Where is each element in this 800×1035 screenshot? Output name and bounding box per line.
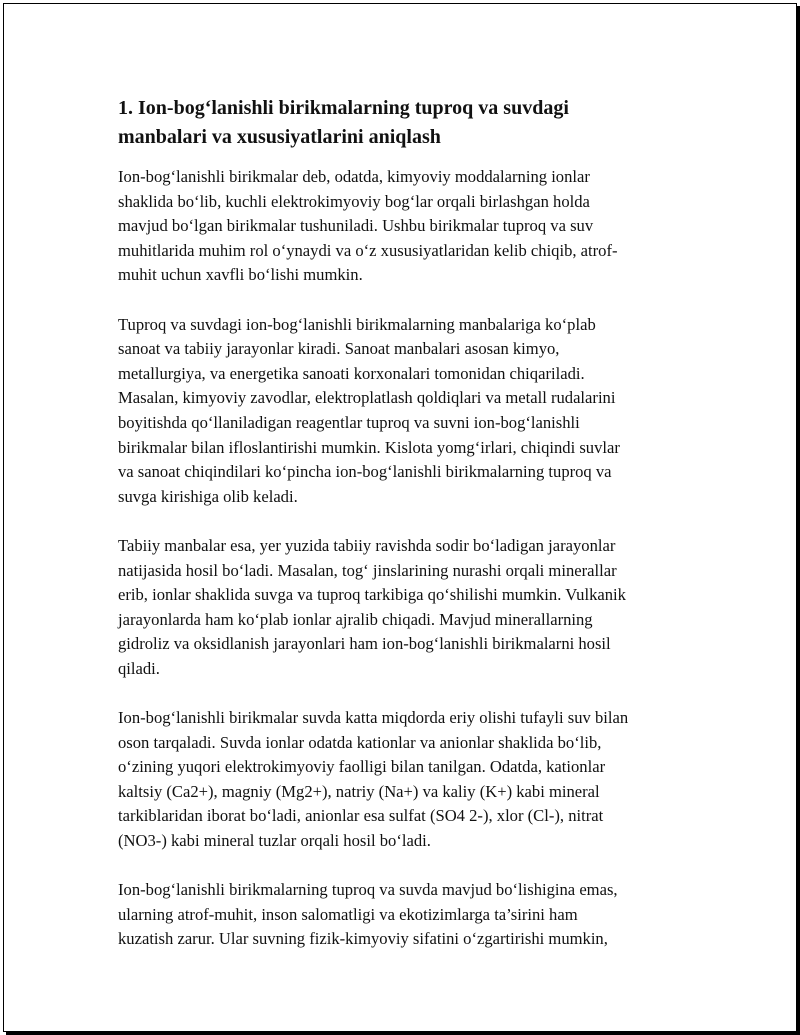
text-line: Ion-bog‘lanishli birikmalar deb, odatda, kimyoviy moddalarning ionlar [118, 167, 590, 186]
text-line: o‘zining yuqori elektrokimyoviy faolligi bilan tanilgan. Odatda, kationlar [118, 757, 606, 777]
text-line: gidroliz va oksidlanish jarayonlari ham ion-bog‘lanishli birikmalarni hosil [118, 634, 611, 654]
text-line: muhitlarida muhim rol o‘ynaydi va o‘z xususiyatlaridan kelib chiqib, atrof- [118, 240, 618, 260]
text-line: oson tarqaladi. Suvda ionlar odatda kationlar va anionlar shaklida bo‘lib, [118, 732, 602, 752]
text-line: birikmalar bilan ifloslantirishi mumkin. Kislota yomg‘irlari, chiqindi suvlar [118, 437, 620, 457]
text-line: ularning atrof-muhit, inson salomatligi va ekotizimlarga ta’sirini ham [118, 904, 578, 924]
text-line: erib, ionlar shaklida suvga va tuproq tarkibiga qo‘shilishi mumkin. Vulkanik [118, 585, 626, 605]
text-line: (NO3-) kabi mineral tuzlar orqali hosil bo‘ladi. [118, 831, 431, 851]
paragraph [118, 706, 690, 854]
text-line: Ion-bog‘lanishli birikmalar suvda katta miqdorda eriy olishi tufayli suv bilan [118, 708, 629, 728]
document-body [118, 94, 690, 977]
text-line: boyitishda qo‘llaniladigan reagentlar tuproq va suvni ion-bog‘lanishli [118, 412, 580, 432]
paragraph [118, 313, 690, 510]
heading-line: manbalari va xususiyatlarini aniqlash [118, 126, 441, 148]
section-heading [118, 94, 690, 152]
text-line: tarkiblaridan iborat bo‘ladi, anionlar esa sulfat (SO4 2-), xlor (Cl-), nitrat [118, 806, 604, 826]
text-line: metallurgiya, va energetika sanoati korxonalari tomonidan chiqariladi. [118, 363, 585, 383]
text-line: Tuproq va suvdagi ion-bog‘lanishli birikmalarning manbalariga ko‘plab [118, 314, 596, 334]
text-line: kuzatish zarur. Ular suvning fizik-kimyoviy sifatini o‘zgartirishi mumkin, [118, 929, 608, 949]
text-line: Masalan, kimyoviy zavodlar, elektroplatlash qoldiqlari va metall rudalarini [118, 388, 616, 408]
text-line: suvga kirishiga olib keladi. [118, 486, 298, 506]
text-line: qiladi. [118, 658, 160, 678]
heading-line: 1. Ion-bog‘lanishli birikmalarning tuproq va suvdagi [118, 97, 569, 119]
text-line: sanoat va tabiiy jarayonlar kiradi. Sanoat manbalari asosan kimyo, [118, 339, 560, 359]
text-line: Ion-bog‘lanishli birikmalarning tuproq va suvda mavjud bo‘lishigina emas, [118, 880, 618, 900]
text-line: jarayonlarda ham ko‘plab ionlar ajralib chiqadi. Mavjud minerallarning [118, 609, 593, 629]
text-line: mavjud bo‘lgan birikmalar tushuniladi. Ushbu birikmalar tuproq va suv [118, 216, 594, 236]
text-line: kaltsiy (Ca2+), magniy (Mg2+), natriy (Na+) va kaliy (K+) kabi mineral [118, 781, 600, 801]
paragraph [118, 534, 690, 682]
text-line: Tabiiy manbalar esa, yer yuzida tabiiy ravishda sodir bo‘ladigan jarayonlar [118, 535, 616, 555]
paragraph [118, 878, 690, 952]
text-line: muhit uchun xavfli bo‘lishi mumkin. [118, 265, 363, 285]
text-line: shaklida bo‘lib, kuchli elektrokimyoviy bog‘lar orqali birlashgan holda [118, 191, 590, 211]
paragraph [118, 165, 690, 288]
text-line: va sanoat chiqindilari ko‘pincha ion-bog‘lanishli birikmalarning tuproq va [118, 462, 612, 482]
text-line: natijasida hosil bo‘ladi. Masalan, tog‘ jinslarining nurashi orqali minerallar [118, 560, 617, 580]
